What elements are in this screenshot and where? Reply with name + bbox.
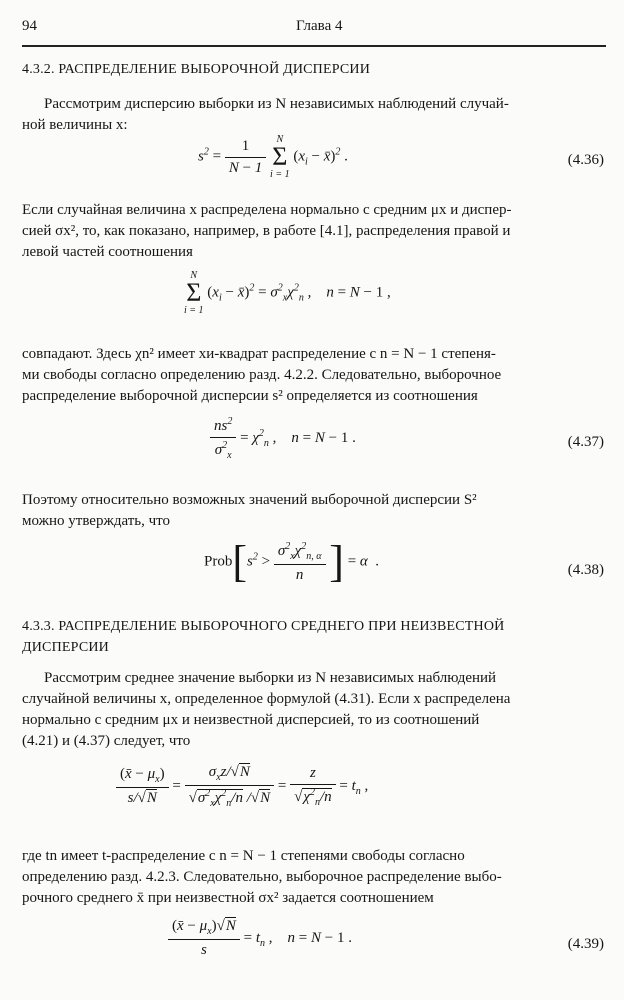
heading-line: ДИСПЕРСИИ <box>22 640 109 655</box>
equation-4-37: $\frac{ns^2}{\sigma^2_x}$ = $\chi^2_n$ , n = N − 1 . <box>210 416 356 461</box>
text-line: ной величины x: <box>22 117 128 133</box>
text-line: можно утверждать, что <box>22 513 171 529</box>
paragraph-normal-distribution <box>22 200 605 263</box>
page-header <box>22 18 604 40</box>
text-line: левой частей соотношения <box>22 244 193 260</box>
equation-chi-square-relation: N Σ i = 1 ($x_i$ − x̄)$^2$ = $\sigma^2_x\chi^2_n$ , n = N − 1 , <box>184 270 391 316</box>
text-line: определению разд. 4.2.3. Следовательно, выборочное распределение выбо- <box>22 869 502 885</box>
equation-number: (4.36) <box>567 152 604 168</box>
page-number: 94 <box>22 18 37 34</box>
paragraph-sample-mean <box>22 668 605 752</box>
equation-number: (4.37) <box>567 434 604 450</box>
text-line: нормально с средним μx и неизвестной дисперсией, то из соотношений <box>22 712 480 728</box>
section-heading-4-3-2: 4.3.2. РАСПРЕДЕЛЕНИЕ ВЫБОРОЧНОЙ ДИСПЕРСИИ <box>22 62 371 77</box>
equation-number: (4.38) <box>567 562 604 578</box>
text-line: рочного среднего x̄ при неизвестной σx² задается соотношением <box>22 890 434 906</box>
text-line: Рассмотрим среднее значение выборки из N независимых наблюдений <box>44 670 497 686</box>
header-rule <box>22 45 606 47</box>
text-line: Поэтому относительно возможных значений выборочной дисперсии S² <box>22 492 477 508</box>
chapter-title: Глава 4 <box>296 18 343 34</box>
text-line: сией σx², то, как показано, например, в работе [4.1], распределения правой и <box>22 223 511 239</box>
paragraph-chi-square <box>22 344 605 407</box>
equation-4-36: $s^2$ = $\frac{1}{N - 1}$ N Σ i = 1 ($x_i$ − x̄)$^2$ . <box>198 134 348 180</box>
section-heading-4-3-3 <box>22 616 504 658</box>
equation-4-38: $Prob[s^2$ > $\frac{\sigma^2_x\chi^2_{n, \alpha}}{n}$ ] = α . <box>204 537 380 586</box>
paragraph-intro-variance <box>22 94 605 136</box>
text-line: случайной величины x, определенное формулой (4.31). Если x распределена <box>22 691 511 707</box>
text-line: Если случайная величина x распределена нормально с средним μx и диспер- <box>22 202 512 218</box>
equation-t-statistic: $\frac{(x̄ - \mu_x)}{s/√N}$ = $\frac{\sigma_xz/√N}{√\sigma^2_x\chi^2_n/n /√N}$ = $\frac{z}{√\chi^2_n/n}$ = $t_n$ , <box>116 764 368 809</box>
text-line: ми свободы согласно определению разд. 4.2.2. Следовательно, выборочное <box>22 367 502 383</box>
equation-number: (4.39) <box>567 936 604 952</box>
paragraph-t-distribution <box>22 846 605 909</box>
text-line: где tn имеет t-распределение с n = N − 1 степенями свободы согласно <box>22 848 465 864</box>
text-line: распределение выборочной дисперсии s² определяется из соотношения <box>22 388 478 404</box>
text-line: совпадают. Здесь χn² имеет хи-квадрат распределение с n = N − 1 степеня- <box>22 346 496 362</box>
text-line: Рассмотрим дисперсию выборки из N независимых наблюдений случай- <box>44 96 509 112</box>
heading-line: 4.3.3. РАСПРЕДЕЛЕНИЕ ВЫБОРОЧНОГО СРЕДНЕГО ПРИ НЕИЗВЕСТНОЙ <box>22 619 505 634</box>
paragraph-sample-variance-values <box>22 490 605 532</box>
equation-4-39: $\frac{(x̄ - \mu_x)√N}{s}$ = $t_n$ , n = N − 1 . <box>168 918 352 959</box>
text-line: (4.21) и (4.37) следует, что <box>22 733 191 749</box>
